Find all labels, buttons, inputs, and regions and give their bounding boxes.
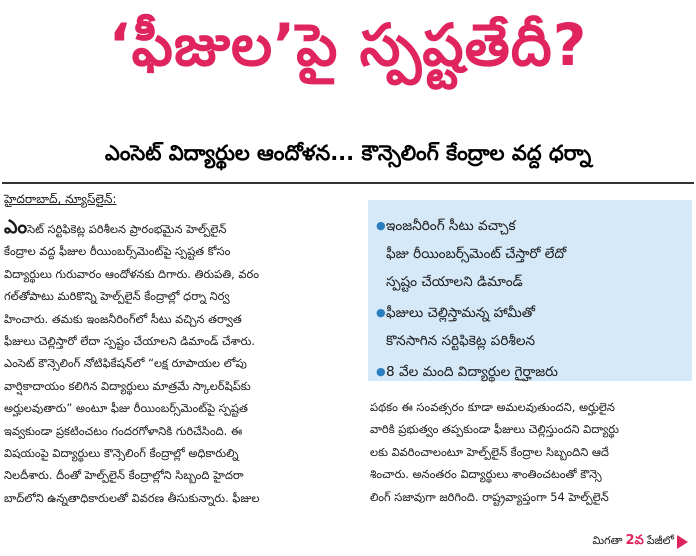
first-line-text: సెట్ సర్టిఫికెట్ల పరిశీలన ప్రారంభమైన హెల్ప్‌లైన్ — [27, 222, 227, 236]
article-line: విషయంపై విద్యార్థులు కౌన్సెలింగ్ కేంద్రాల్లో అధికారుల్ని — [4, 446, 239, 461]
highlight-line: స్పష్టం చేయాలని డిమాండ్ — [386, 274, 523, 290]
article-line: బాద్‌లోని ఉన్నతాధికారులతో వివరణ తీసుకున్నారు. ఫీజుల — [4, 490, 260, 505]
highlight-line: ఫీజులు చెల్లిస్తామన్న హామీతో — [386, 305, 536, 321]
article-line: ఇవ్వకుండా ప్రకటించటం గందరగోళానికి గురిచేసింది. ఈ — [4, 423, 243, 438]
highlight-text — [386, 358, 558, 386]
dateline: హైదరాబాద్, న్యూస్‌లైన్: — [4, 192, 117, 206]
highlight-text — [386, 212, 566, 296]
bullet-icon: ● — [376, 219, 386, 232]
article-line — [4, 216, 362, 240]
highlights-box — [368, 200, 692, 381]
article-line: విద్యార్థులు గురువారం ఆందోళనకు దిగారు. తిరుపతి, వరం — [4, 266, 260, 281]
divider — [2, 182, 694, 184]
article-line: కేంద్రాల వద్ద ఫీజుల రీయింబర్స్‌మెంట్‌పై స్పష్టత కోసం — [4, 244, 231, 259]
highlight-line: ఇంజనీరింగ్ సీటు వచ్చాక — [386, 218, 516, 234]
article-body-left — [4, 216, 362, 509]
article-line: వార్షికాదాయం కలిగిన విద్యార్థులు మాత్రమే స్కాలర్‌షిప్‌కు — [4, 378, 251, 393]
article-line: అర్హులవుతారు” అంటూ ఫీజు రీయింబర్స్‌మెంట్‌పై స్పష్టత — [4, 401, 248, 416]
article-line: పథకం ఈ సంవత్సరం కూడా అమలవుతుందని, అర్హులైన — [370, 400, 615, 414]
continued-on-page — [592, 532, 688, 552]
article-line: శించారు. అనంతరం విద్యార్థులు శాంతించటంతో కౌన్సె — [370, 467, 602, 482]
article-line: లింగ్ సజావుగా జరిగింది. రాష్ట్రవ్యాప్తంగా 54 హెల్ప్‌లైన్ — [370, 489, 609, 504]
article-line: వారికి ప్రభుత్వం తప్పకుండా ఫీజులు చెల్లిస్తుందని విద్యార్థు — [370, 422, 619, 437]
bullet-icon: ● — [376, 306, 386, 319]
highlight-text — [386, 299, 535, 355]
highlight-item — [376, 358, 686, 386]
arrow-right-icon — [677, 535, 688, 549]
highlight-item — [376, 212, 686, 296]
highlight-line: ఫీజు రీయింబర్స్‌మెంట్ చేస్తారో లేదో — [386, 246, 567, 262]
bullet-icon: ● — [376, 365, 386, 378]
continued-page-number: 2వ — [625, 533, 644, 548]
subheadline: ఎంసెట్ విద్యార్థుల ఆందోళన... కౌన్సెలింగ్ కేంద్రాల వద్ద ధర్నా — [104, 141, 592, 165]
article-line: హించారు. తమకు ఇంజనీరింగ్‌లో సీటు వచ్చిన తర్వాత — [4, 311, 242, 326]
continued-suffix: పేజీలో — [646, 534, 674, 547]
highlight-item — [376, 299, 686, 355]
article-body-right — [370, 396, 692, 508]
article-line: లకు వివరించాలంటూ హెల్ప్‌లైన్ కేంద్రాల సిబ్బందిని ఆదే — [370, 444, 609, 459]
article-line: ఫీజులు చెల్లిస్తారో లేదా స్పష్టం చేయాలని డిమాండ్ చేశారు. — [4, 334, 255, 349]
continued-prefix: మిగతా — [592, 534, 623, 547]
drop-cap: ఎం — [4, 216, 28, 238]
highlight-line: కొనసాగిన సర్టిఫికెట్ల పరిశీలన — [386, 333, 536, 349]
article-line: గల్‌తోపాటు మరికొన్ని హెల్ప్‌లైన్ కేంద్రాల్లో ధర్నా నిర్వ — [4, 289, 230, 304]
headline: ‘ఫీజుల’పై స్పష్టతేదీ? — [108, 11, 588, 79]
article-line: ఎంసెట్ కౌన్సెలింగ్ నోటిఫికేషన్‌లో “లక్ష రూపాయల లోపు — [4, 356, 247, 371]
highlight-line: 8 వేల మంది విద్యార్థుల గైర్హాజరు — [386, 364, 558, 380]
article-line: నిలదీశారు. దీంతో హెల్ప్‌లైన్ కేంద్రాల్లోని సిబ్బంది హైదరా — [4, 468, 244, 483]
